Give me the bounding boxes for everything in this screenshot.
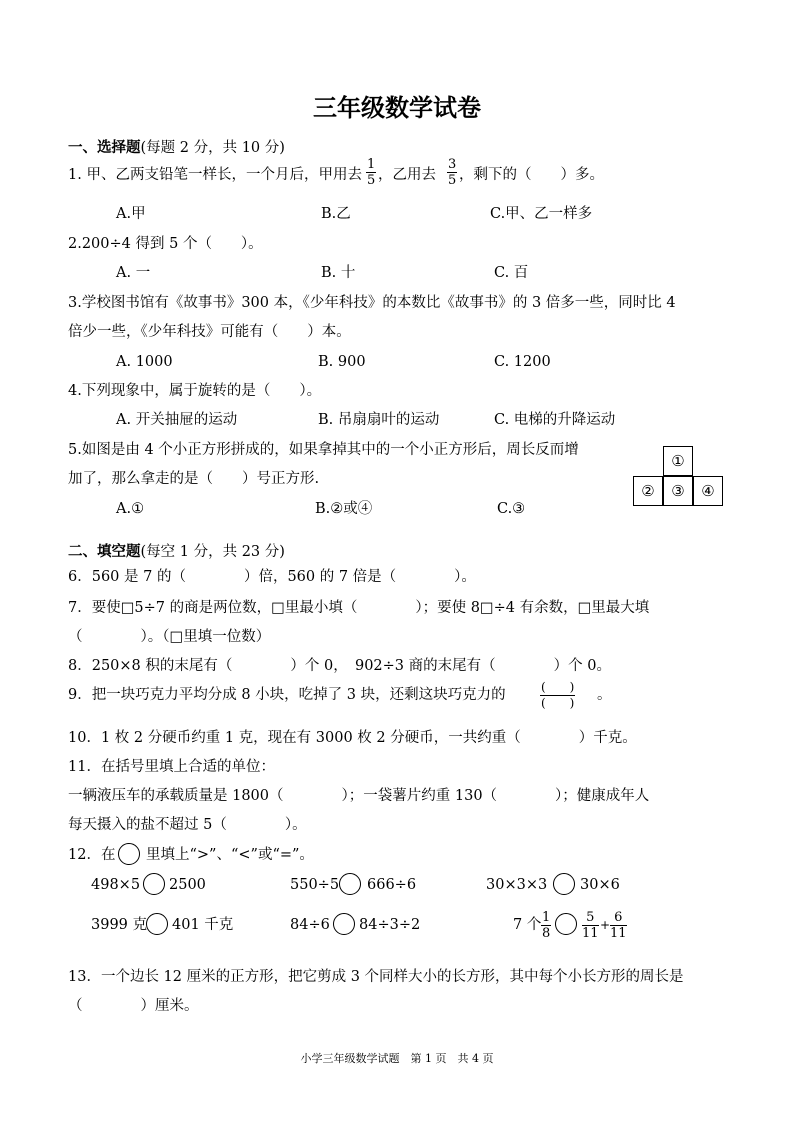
q1-option-a: A.甲 [116, 206, 146, 222]
q12-r1c2-right: 666÷6 [367, 877, 417, 893]
q11-line1: 11．在括号里填上合适的单位： [68, 759, 275, 775]
q12-intro-b: 里填上“>”、“<”或“=”。 [146, 847, 314, 863]
q12-r2c1-right: 401 千克 [172, 917, 234, 933]
q1-fraction-2: $\frac{3}{5}$ [448, 157, 457, 188]
q8-text: 8．250×8 积的末尾有（ ）个 0， 902÷3 商的末尾有（ ）个 0。 [68, 658, 611, 674]
q12-fraction-6-11: $\frac{6}{11}$ [610, 910, 627, 941]
compare-circle-icon[interactable] [553, 873, 575, 895]
q9-text: 9．把一块巧克力平均分成 8 小块，吃掉了 3 块，还剩这块巧克力的 [68, 687, 506, 703]
q12-r1c1-left: 498×5 [91, 877, 141, 893]
compare-circle-icon [118, 843, 140, 865]
q12-r2c3-whole: 7 个 [513, 917, 542, 933]
compare-circle-icon[interactable] [333, 913, 355, 935]
compare-circle-icon[interactable] [339, 873, 361, 895]
q9-end: 。 [597, 687, 612, 703]
q12-r2c2-right: 84÷3÷2 [359, 917, 421, 933]
q5-option-c: C.③ [497, 501, 526, 517]
section-heading-choice [68, 136, 285, 157]
q11-line3: 每天摄入的盐不超过 5（ ）。 [68, 817, 307, 833]
q1-option-b: B.乙 [321, 206, 351, 222]
q2-option-b: B. 十 [321, 265, 356, 281]
q12-fraction-5-11: $\frac{5}{11}$ [582, 910, 599, 941]
q7-line2: （ ）。（□里填一位数） [68, 629, 271, 645]
q12-r2c1-left: 3999 克 [91, 917, 148, 933]
square-3: ③ [663, 476, 693, 506]
q7-line1: 7．要使□5÷7 的商是两位数，□里最小填（ ）；要使 8□÷4 有余数，□里最大填 [68, 600, 650, 616]
q3-option-c: C. 1200 [494, 354, 551, 370]
q5-option-b: B.②或④ [315, 501, 373, 517]
q3-line1: 3.学校图书馆有《故事书》300 本，《少年科技》的本数比《故事书》的 3 倍多一些，同时比 4 [68, 295, 676, 311]
q3-line2: 倍少一些，《少年科技》可能有（ ）本。 [68, 324, 351, 340]
q1-part3: ，剩下的（ ）多。 [459, 167, 604, 183]
page-title: 三年级数学试卷 [313, 93, 481, 122]
q13-line2: （ ）厘米。 [68, 998, 199, 1014]
square-4: ④ [693, 476, 723, 506]
compare-circle-icon[interactable] [146, 913, 168, 935]
q12-r1c3-left: 30×3×3 [486, 877, 548, 893]
section-title: 一、选择题 [68, 139, 141, 156]
q12-plus: + [600, 918, 611, 932]
q12-fraction-1-8: $\frac{1}{8}$ [542, 910, 551, 941]
q1-part1: 1. 甲、乙两支铅笔一样长，一个月后，甲用去 [68, 167, 362, 183]
q2-text: 2.200÷4 得到 5 个（ ）。 [68, 236, 263, 252]
q5-option-a: A.① [116, 501, 145, 517]
compare-circle-icon[interactable] [143, 873, 165, 895]
q12-r2c2-left: 84÷6 [290, 917, 330, 933]
q13-line1: 13．一个边长 12 厘米的正方形，把它剪成 3 个同样大小的长方形，其中每个小长方形的周长是 [68, 969, 684, 985]
q12-r1c1-right: 2500 [169, 877, 206, 893]
page-footer: 小学三年级数学试题 第 1 页 共 4 页 [300, 1052, 494, 1065]
square-2: ② [633, 476, 663, 506]
q5-line2: 加了，那么拿走的是（ ）号正方形. [68, 471, 320, 487]
q4-text: 4.下列现象中，属于旋转的是（ ）。 [68, 383, 322, 399]
q1-option-c: C.甲、乙一样多 [490, 206, 593, 222]
q1-part2: ，乙用去 [378, 167, 436, 183]
q4-option-a: A. 开关抽屉的运动 [116, 412, 238, 428]
q2-option-a: A. 一 [116, 265, 151, 281]
section-note: (每题 2 分，共 10 分) [140, 140, 285, 156]
q12-r1c2-left: 550÷5 [290, 877, 340, 893]
q10-text: 10．1 枚 2 分硬币约重 1 克，现在有 3000 枚 2 分硬币，一共约重（ ）千克。 [68, 730, 637, 746]
q6-text: 6．560 是 7 的（ ）倍，560 的 7 倍是（ ）。 [68, 569, 476, 585]
q11-line2: 一辆液压车的承载质量是 1800（ ）；一袋薯片约重 130（ ）；健康成年人 [68, 788, 650, 804]
q2-option-c: C. 百 [494, 265, 529, 281]
section-title: 二、填空题 [68, 543, 141, 560]
section-heading-fill [68, 540, 285, 561]
q3-option-a: A. 1000 [116, 354, 173, 370]
q5-line1: 5.如图是由 4 个小正方形拼成的，如果拿掉其中的一个小正方形后，周长反而增 [68, 442, 579, 458]
q12-intro-a: 12．在 [68, 847, 116, 863]
q3-option-b: B. 900 [318, 354, 366, 370]
square-1: ① [663, 446, 693, 476]
q9-fraction-blank: ( ) ( ) [541, 680, 575, 710]
q4-option-c: C. 电梯的升降运动 [494, 412, 616, 428]
section-note: (每空 1 分，共 23 分) [140, 544, 285, 560]
q12-r1c3-right: 30×6 [580, 877, 620, 893]
compare-circle-icon[interactable] [555, 913, 577, 935]
q1-fraction-1: $\frac{1}{5}$ [367, 157, 376, 188]
q4-option-b: B. 吊扇扇叶的运动 [318, 412, 440, 428]
